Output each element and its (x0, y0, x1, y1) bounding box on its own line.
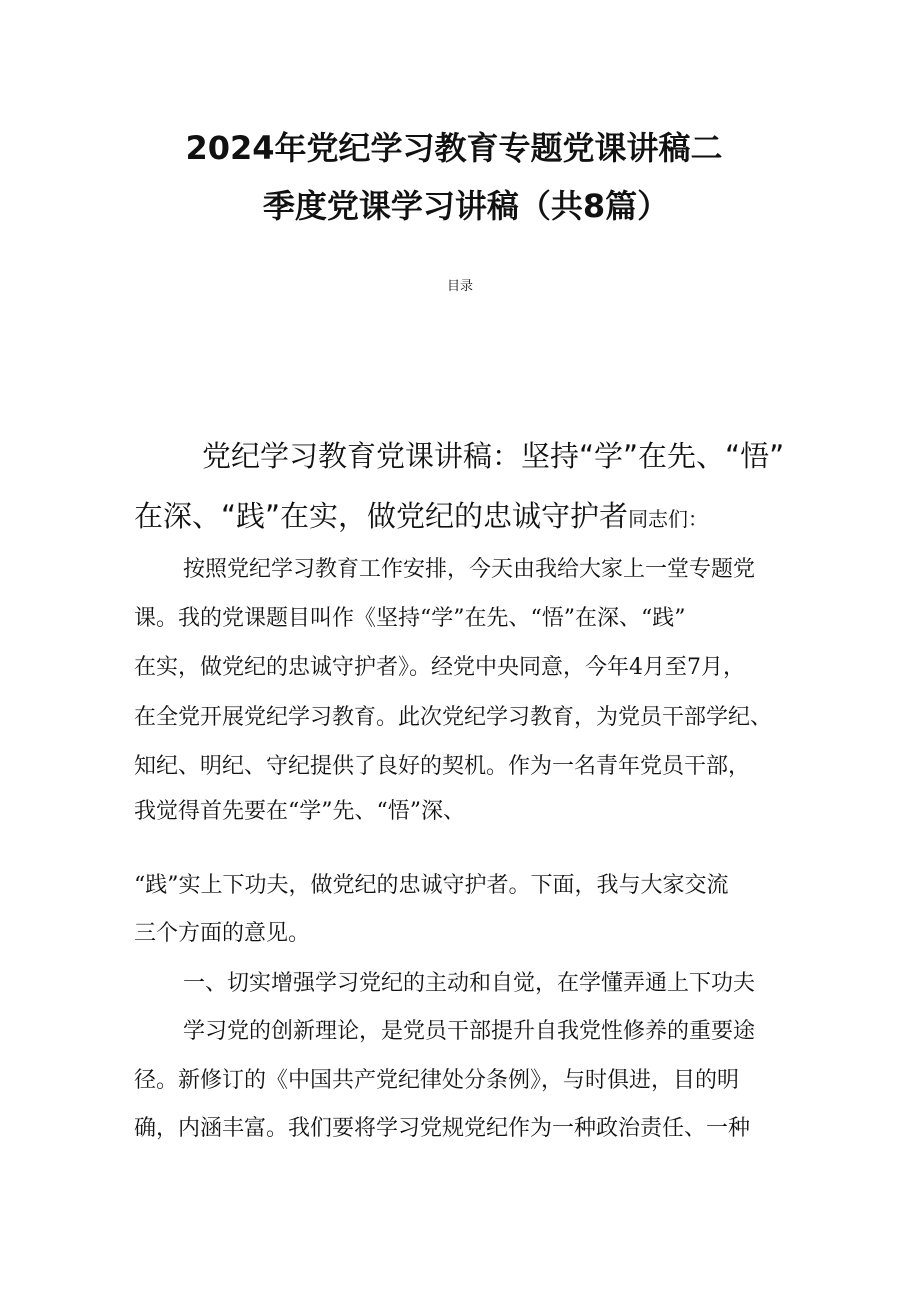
body-line: 确，内涵丰富。我们要将学习党规党纪作为一种政治责任、一种 (134, 1116, 751, 1141)
body-line: 按照党纪学习教育工作安排，今天由我给大家上一堂专题党 (183, 557, 756, 582)
table-of-contents-label: 目录 (446, 279, 473, 294)
section-subheading: 一、切实增强学习党纪的主动和自觉，在学懂弄通上下功夫 (183, 971, 756, 996)
section-heading-line-1: 党纪学习教育党课讲稿：坚持“学”在先、“悟” (202, 439, 785, 473)
section-heading-line-2 (134, 496, 708, 539)
document-title-line-1: 2024年党纪学习教育专题党课讲稿二 (185, 129, 723, 167)
body-line: 学习党的创新理论，是党员干部提升自我党性修养的重要途 (183, 1019, 756, 1044)
body-line: 知纪、明纪、守纪提供了良好的契机。作为一名青年党员干部， (134, 754, 751, 779)
body-line: 在全党开展党纪学习教育。此次党纪学习教育，为党员干部学纪、 (134, 705, 773, 730)
body-line: 我觉得首先要在“学”先、“悟”深、 (134, 799, 465, 824)
document-title-line-2: 季度党课学习讲稿（共8篇） (262, 187, 670, 225)
body-line: “践”实上下功夫，做党纪的忠诚守护者。下面，我与大家交流 (134, 873, 729, 898)
body-line: 径。新修订的《中国共产党纪律处分条例》，与时俱进，目的明 (134, 1068, 740, 1093)
section-heading-text: 在深、“践”在实，做党纪的忠诚守护者 (134, 499, 629, 533)
body-line: 课。我的党课题目叫作《坚持“学”在先、“悟”在深、“践” (134, 606, 686, 631)
salutation: 同志们： (628, 507, 709, 531)
body-line: 三个方面的意见。 (134, 921, 311, 946)
body-line: 在实，做党纪的忠诚守护者》。经党中央同意，今年4月至7月， (134, 655, 745, 680)
